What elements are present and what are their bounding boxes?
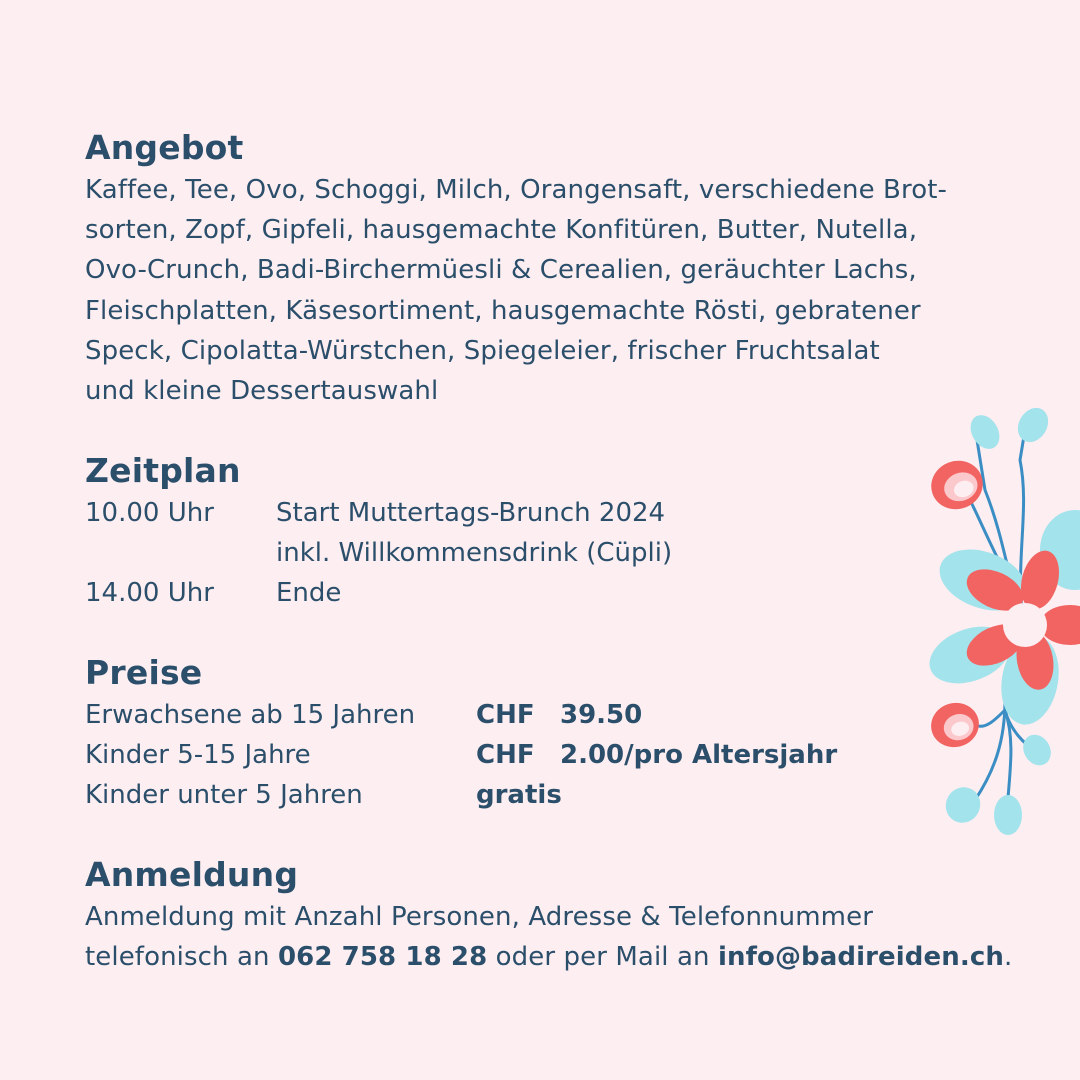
anmeldung-mid: oder per Mail an xyxy=(487,942,718,973)
section-anmeldung xyxy=(85,853,1015,977)
anmeldung-suffix: . xyxy=(1003,942,1013,973)
price-currency: gratis xyxy=(476,780,562,811)
anmeldung-line xyxy=(85,937,1015,977)
flower-icon xyxy=(915,400,1080,850)
phone-number[interactable]: 062 758 18 28 xyxy=(277,942,488,973)
angebot-text xyxy=(85,170,1015,411)
angebot-line: Ovo-Crunch, Badi-Birchermüesli & Cerealien, geräuchter Lachs, xyxy=(85,255,917,286)
preise-heading: Preise xyxy=(85,653,203,693)
zeitplan-row xyxy=(85,533,1015,573)
zeitplan-time: 14.00 Uhr xyxy=(85,578,214,609)
section-angebot xyxy=(85,126,1015,411)
price-label: Kinder unter 5 Jahren xyxy=(85,780,363,811)
angebot-line: Fleischplatten, Käsesortiment, hausgemachte Rösti, gebratener xyxy=(85,295,921,326)
price-amount: 39.50 xyxy=(560,700,643,731)
anmeldung-heading: Anmeldung xyxy=(85,855,299,895)
angebot-line: sorten, Zopf, Gipfeli, hausgemachte Konfitüren, Butter, Nutella, xyxy=(85,215,918,246)
angebot-line: Kaffee, Tee, Ovo, Schoggi, Milch, Orangensaft, verschiedene Brot- xyxy=(85,175,947,205)
angebot-heading: Angebot xyxy=(85,128,244,167)
zeitplan-row xyxy=(85,493,1015,533)
price-label: Erwachsene ab 15 Jahren xyxy=(85,700,416,731)
price-currency: CHF xyxy=(476,740,535,771)
anmeldung-text xyxy=(85,897,1015,977)
info-content xyxy=(85,126,1015,1016)
price-label: Kinder 5-15 Jahre xyxy=(85,740,311,771)
angebot-line: und kleine Dessertauswahl xyxy=(85,376,439,407)
zeitplan-row xyxy=(85,573,1015,613)
section-preise xyxy=(85,651,1015,815)
zeitplan-time: 10.00 Uhr xyxy=(85,498,214,529)
zeitplan-text: Ende xyxy=(276,578,342,609)
zeitplan-time xyxy=(85,533,276,573)
angebot-line: Speck, Cipolatta-Würstchen, Spiegeleier, frischer Fruchtsalat xyxy=(85,335,880,366)
price-row xyxy=(85,775,1015,815)
zeitplan-text: inkl. Willkommensdrink (Cüpli) xyxy=(276,538,673,569)
price-row xyxy=(85,695,1015,735)
zeitplan-heading: Zeitplan xyxy=(85,451,241,491)
price-row xyxy=(85,735,1015,775)
anmeldung-line: Anmeldung mit Anzahl Personen, Adresse & Telefonnummer xyxy=(85,902,873,933)
email-address[interactable]: info@badireiden.ch xyxy=(717,942,1004,973)
section-zeitplan xyxy=(85,449,1015,613)
price-amount: 2.00/pro Altersjahr xyxy=(560,740,838,771)
anmeldung-prefix: telefonisch an xyxy=(85,942,278,973)
price-currency: CHF xyxy=(476,700,535,731)
zeitplan-text: Start Muttertags-Brunch 2024 xyxy=(276,498,666,529)
